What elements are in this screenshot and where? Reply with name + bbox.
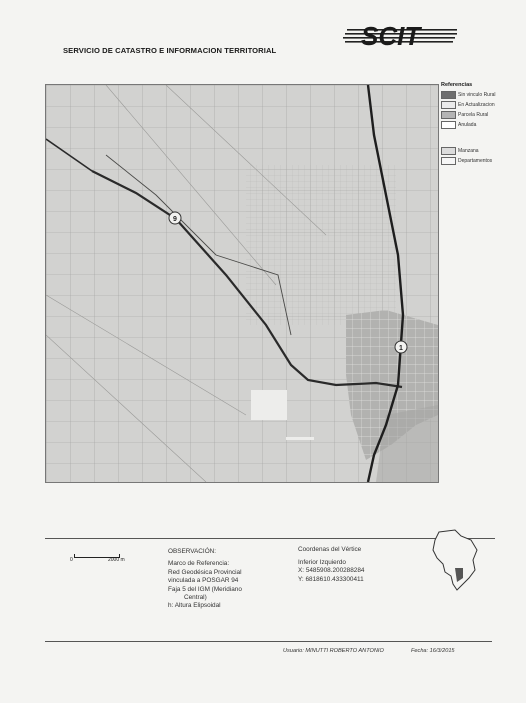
- observation-line: vinculada a POSGAR 94: [168, 577, 239, 585]
- legend-swatch: [441, 101, 456, 109]
- coordinate-x: X: 5485908.200288284: [298, 567, 365, 575]
- legend-label: Parcela Rural: [458, 112, 489, 118]
- scale-bar: [70, 554, 125, 563]
- map-legend: [441, 82, 523, 166]
- observation-line: Faja 5 del IGM (Meridiano: [168, 585, 242, 593]
- legend-label: Departamentos: [458, 158, 493, 164]
- coordinates-title: Coordenas del Vértice: [298, 546, 362, 553]
- legend-item: [441, 100, 523, 110]
- legend-swatch: [441, 157, 456, 165]
- legend-label: Anulada: [458, 122, 477, 128]
- footer-divider: [45, 641, 492, 642]
- route-1-marker[interactable]: [395, 341, 407, 353]
- legend-spacer: [441, 130, 523, 146]
- legend-item: [441, 90, 523, 100]
- route-marker-label: 9: [173, 216, 177, 223]
- legend-swatch: [441, 147, 456, 155]
- legend-item: [441, 120, 523, 130]
- route-marker-label: 1: [399, 345, 403, 352]
- scit-logo: [343, 20, 461, 50]
- legend-swatch: [441, 91, 456, 99]
- observation-line: h: Altura Elipsoidal: [168, 602, 221, 610]
- legend-label: Sin vinculo Rural: [458, 92, 496, 98]
- vacant-strip: [286, 437, 314, 440]
- page-title: SERVICIO DE CATASTRO E INFORMACION TERRITORIAL: [63, 46, 277, 55]
- legend-item: [441, 146, 523, 156]
- observation-line: Central): [184, 594, 207, 602]
- footer-user: Usuario: MINUTTI ROBERTO ANTONIO: [283, 648, 384, 654]
- coordinate-y: Y: 6818610.433300411: [298, 575, 364, 583]
- legend-swatch: [441, 111, 456, 119]
- coordinates-subtitle: Inferior Izquierdo: [298, 558, 346, 566]
- route-9-marker[interactable]: [169, 212, 181, 224]
- scale-zero-label: 0: [70, 557, 73, 563]
- cadastral-map[interactable]: [45, 84, 439, 483]
- logo-text: SCIT: [361, 21, 421, 50]
- scale-value-label: 2000 m: [108, 557, 125, 563]
- province-locator-map: [425, 528, 481, 593]
- vertex-coordinates: [298, 546, 364, 584]
- legend-label: En Actualizacion: [458, 102, 495, 108]
- observation-line: Marco de Referencia:: [168, 560, 230, 568]
- legend-title: Referencias: [441, 82, 473, 88]
- vacant-parcel: [251, 390, 287, 420]
- footer-date: Fecha: 16/3/2015: [411, 648, 455, 654]
- observation-line: Red Geodésica Provincial: [168, 568, 242, 576]
- observation-block: [168, 548, 242, 611]
- observation-label: OBSERVACIÓN:: [168, 548, 217, 555]
- legend-label: Manzana: [458, 148, 479, 154]
- legend-item: [441, 110, 523, 120]
- province-outline: [433, 530, 477, 590]
- rural-subdivision-grid: [246, 165, 396, 325]
- legend-swatch: [441, 121, 456, 129]
- legend-item: [441, 156, 523, 166]
